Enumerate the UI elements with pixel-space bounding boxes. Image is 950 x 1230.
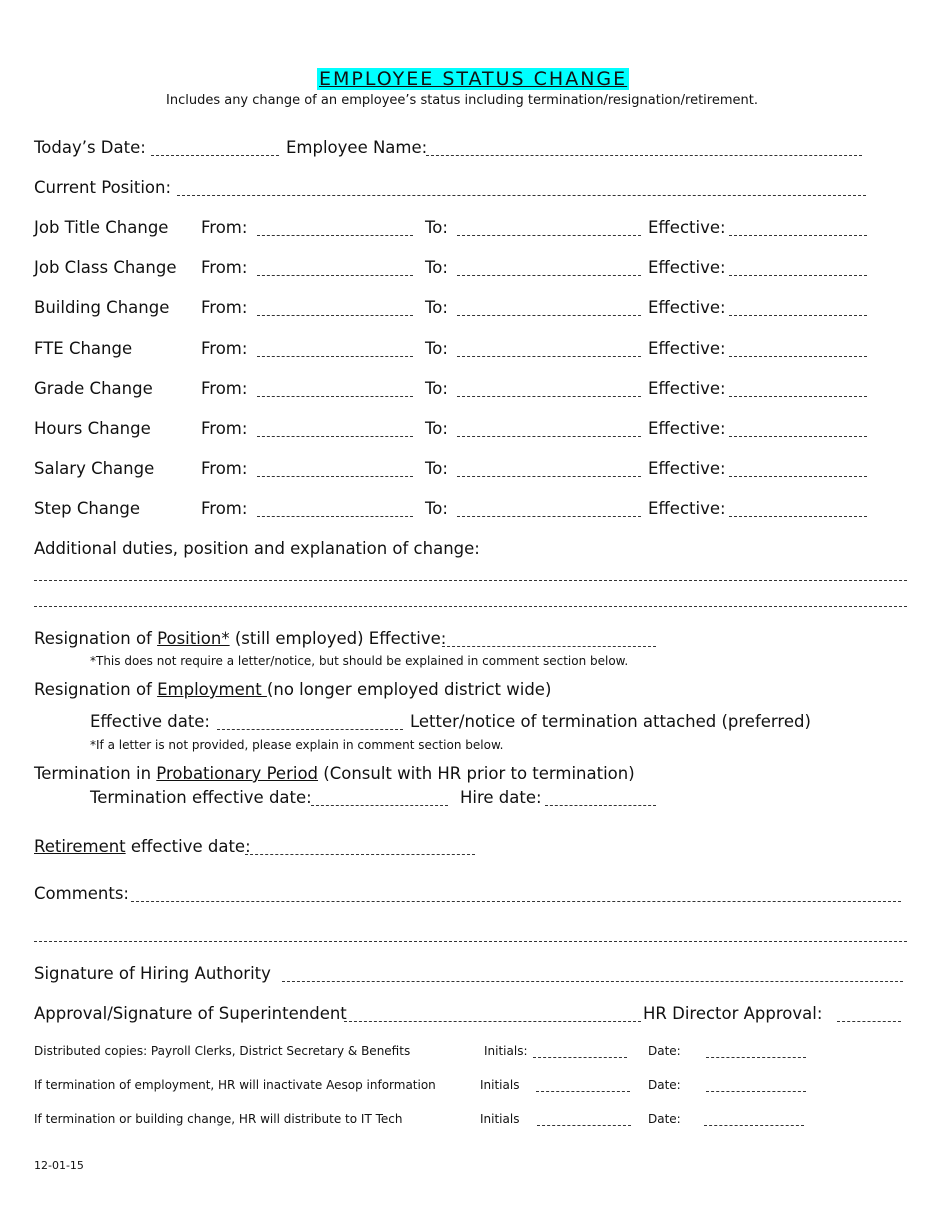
from-label: From: [201,298,248,317]
initials-label: Initials [480,1112,520,1126]
resignation-effective-date-field[interactable] [217,715,403,730]
to-label: To: [425,218,448,237]
change-row-label: FTE Change [34,339,133,358]
from-field[interactable] [257,422,413,437]
current-position-label: Current Position: [34,178,172,197]
effective-label: Effective: [648,499,726,518]
from-label: From: [201,218,248,237]
from-field[interactable] [257,462,413,477]
signature-hiring-field[interactable] [282,967,903,982]
initials-label: Initials: [484,1044,528,1058]
todays-date-field[interactable] [151,141,279,156]
initials-field[interactable] [533,1045,627,1058]
resignation-position-label: Resignation of Position* (still employed) Effective: [34,629,447,648]
current-position-field[interactable] [177,181,866,196]
change-row-label: Building Change [34,298,170,317]
to-field[interactable] [457,342,641,357]
change-row-label: Job Class Change [34,258,177,277]
effective-field[interactable] [729,502,867,517]
initials-field[interactable] [536,1079,630,1092]
footer-code: 12-01-15 [34,1159,84,1172]
distribution-text: If termination or building change, HR will distribute to IT Tech [34,1112,403,1126]
resignation-effective-date-label: Effective date: [90,712,210,731]
to-label: To: [425,419,448,438]
date-label: Date: [648,1112,681,1126]
from-field[interactable] [257,382,413,397]
letter-attached-label: Letter/notice of termination attached (preferred) [410,712,811,731]
employee-name-field[interactable] [426,141,862,156]
effective-field[interactable] [729,422,867,437]
hr-director-field[interactable] [837,1007,901,1022]
additional-duties-label: Additional duties, position and explanation of change: [34,539,480,558]
initials-label: Initials [480,1078,520,1092]
to-field[interactable] [457,261,641,276]
date-field[interactable] [706,1045,806,1058]
to-label: To: [425,258,448,277]
termination-effective-field[interactable] [311,791,448,806]
resignation-employment-label: Resignation of Employment (no longer employed district wide) [34,680,552,699]
effective-field[interactable] [729,221,867,236]
to-field[interactable] [457,462,641,477]
hr-director-label: HR Director Approval: [643,1004,823,1023]
change-row-label: Salary Change [34,459,155,478]
employee-name-label: Employee Name: [286,138,428,157]
from-label: From: [201,419,248,438]
to-label: To: [425,339,448,358]
effective-field[interactable] [729,342,867,357]
from-label: From: [201,339,248,358]
form-subtitle: Includes any change of an employee’s status including termination/resignation/retirement. [166,93,758,108]
from-label: From: [201,499,248,518]
additional-duties-line-1[interactable] [34,566,907,581]
resignation-position-note: *This does not require a letter/notice, but should be explained in comment section below. [90,654,629,668]
resignation-employment-note: *If a letter is not provided, please explain in comment section below. [90,738,504,752]
termination-label: Termination in Probationary Period (Consult with HR prior to termination) [34,764,635,783]
to-label: To: [425,499,448,518]
effective-label: Effective: [648,459,726,478]
distribution-text: If termination of employment, HR will inactivate Aesop information [34,1078,436,1092]
distribution-text: Distributed copies: Payroll Clerks, District Secretary & Benefits [34,1044,411,1058]
from-field[interactable] [257,301,413,316]
from-label: From: [201,258,248,277]
change-row-label: Step Change [34,499,140,518]
date-label: Date: [648,1078,681,1092]
to-field[interactable] [457,221,641,236]
effective-label: Effective: [648,258,726,277]
to-label: To: [425,379,448,398]
effective-field[interactable] [729,301,867,316]
todays-date-label: Today’s Date: [34,138,146,157]
comments-label: Comments: [34,884,129,903]
initials-field[interactable] [537,1113,631,1126]
date-field[interactable] [704,1113,804,1126]
termination-effective-label: Termination effective date: [90,788,312,807]
hire-date-field[interactable] [545,791,656,806]
to-field[interactable] [457,502,641,517]
change-row-label: Hours Change [34,419,151,438]
from-label: From: [201,379,248,398]
approval-superintendent-field[interactable] [344,1007,641,1022]
hire-date-label: Hire date: [460,788,542,807]
date-field[interactable] [706,1079,806,1092]
effective-label: Effective: [648,218,726,237]
from-field[interactable] [257,502,413,517]
to-field[interactable] [457,422,641,437]
effective-field[interactable] [729,462,867,477]
to-label: To: [425,459,448,478]
effective-field[interactable] [729,382,867,397]
to-field[interactable] [457,382,641,397]
from-label: From: [201,459,248,478]
change-row-label: Job Title Change [34,218,169,237]
signature-hiring-label: Signature of Hiring Authority [34,964,271,983]
effective-label: Effective: [648,339,726,358]
effective-label: Effective: [648,419,726,438]
effective-field[interactable] [729,261,867,276]
retirement-label: Retirement effective date: [34,837,251,856]
from-field[interactable] [257,261,413,276]
comments-line-2[interactable] [34,927,907,942]
date-label: Date: [648,1044,681,1058]
to-field[interactable] [457,301,641,316]
to-label: To: [425,298,448,317]
effective-label: Effective: [648,379,726,398]
from-field[interactable] [257,221,413,236]
change-row-label: Grade Change [34,379,153,398]
retirement-date-field[interactable] [245,840,475,855]
resignation-position-effective-field[interactable] [442,632,656,647]
effective-label: Effective: [648,298,726,317]
from-field[interactable] [257,342,413,357]
comments-line-1[interactable] [131,887,901,902]
form-title: EMPLOYEE STATUS CHANGE [319,68,628,90]
approval-superintendent-label: Approval/Signature of Superintendent [34,1004,347,1023]
additional-duties-line-2[interactable] [34,592,907,607]
